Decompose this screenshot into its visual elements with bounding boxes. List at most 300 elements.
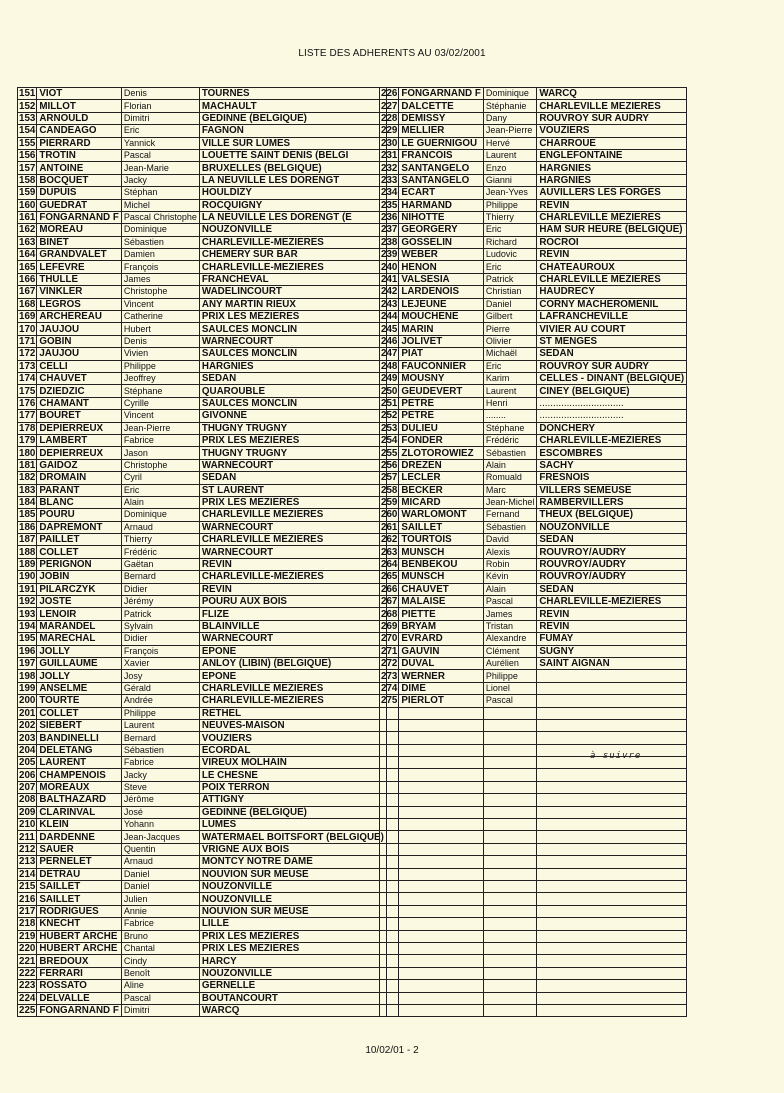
member-firstname: Daniel	[483, 298, 537, 310]
member-firstname	[483, 893, 537, 905]
member-number: 267	[381, 596, 398, 608]
member-lastname	[399, 769, 483, 781]
table-row	[18, 422, 387, 434]
member-firstname: Aline	[121, 980, 199, 992]
member-lastname: CHAUVET	[37, 372, 121, 384]
table-row	[18, 744, 387, 756]
member-number	[380, 781, 399, 793]
member-lastname: FONDER	[399, 434, 483, 446]
table-row	[18, 199, 387, 211]
member-firstname: Stéphane	[121, 385, 199, 397]
member-lastname: PETRE	[399, 397, 483, 409]
member-number: 208	[19, 794, 36, 806]
member-firstname	[483, 992, 537, 1004]
table-row	[380, 298, 687, 310]
member-town: WARNECOURT	[199, 546, 386, 558]
member-number: 151	[19, 88, 36, 100]
table-row	[380, 893, 687, 905]
member-lastname: ANTOINE	[37, 162, 121, 174]
member-lastname: PIETTE	[399, 608, 483, 620]
member-firstname: Cyrille	[121, 397, 199, 409]
member-lastname	[399, 732, 483, 744]
member-number	[380, 955, 399, 967]
member-firstname: Patrick	[121, 608, 199, 620]
member-town: HOULDIZY	[199, 187, 386, 199]
member-number: 264	[381, 559, 398, 571]
member-number: 161	[19, 212, 36, 224]
member-lastname: PIAT	[399, 348, 483, 360]
table-row	[380, 261, 687, 273]
member-number: 243	[381, 298, 398, 310]
table-row	[18, 843, 387, 855]
member-number: 215	[19, 881, 36, 893]
member-lastname: DUPUIS	[37, 187, 121, 199]
table-row	[18, 831, 387, 843]
member-firstname: Cyril	[121, 472, 199, 484]
member-firstname	[483, 732, 537, 744]
member-firstname	[483, 905, 537, 917]
table-row	[380, 682, 687, 694]
member-lastname: HENON	[399, 261, 483, 273]
member-town	[537, 881, 687, 893]
member-lastname: MOREAUX	[37, 781, 121, 793]
member-town: VRIGNE AUX BOIS	[199, 843, 386, 855]
member-town: VIREUX MOLHAIN	[199, 757, 386, 769]
member-town: THEUX (BELGIQUE)	[537, 509, 687, 521]
member-firstname: Damien	[121, 249, 199, 261]
member-town: EPONE	[199, 670, 386, 682]
table-row	[18, 707, 387, 719]
member-lastname: DIME	[399, 682, 483, 694]
member-lastname: SANTANGELO	[399, 162, 483, 174]
table-row	[380, 583, 687, 595]
member-firstname: Benoît	[121, 967, 199, 979]
table-row	[380, 484, 687, 496]
member-number: 159	[19, 187, 36, 199]
member-number: 241	[381, 274, 398, 286]
member-lastname: FONGARNAND F	[37, 211, 121, 223]
member-firstname: Daniel	[121, 868, 199, 880]
member-town: WARCQ	[199, 1004, 386, 1016]
table-row	[380, 385, 687, 397]
table-row	[380, 620, 687, 632]
member-firstname: Vincent	[121, 298, 199, 310]
member-lastname: BINET	[37, 236, 121, 248]
member-firstname	[483, 856, 537, 868]
member-town	[537, 781, 687, 793]
member-number	[380, 1004, 399, 1016]
member-town: VILLE SUR LUMES	[199, 137, 386, 149]
table-row	[380, 137, 687, 149]
member-firstname	[483, 1004, 537, 1016]
table-row	[18, 397, 387, 409]
member-firstname: Alain	[483, 459, 537, 471]
member-number	[380, 980, 399, 992]
member-firstname: Didier	[121, 583, 199, 595]
member-town: GEDINNE (BELGIQUE)	[199, 112, 386, 124]
member-number	[380, 707, 399, 719]
member-lastname	[399, 819, 483, 831]
member-town: NOUVION SUR MEUSE	[199, 905, 386, 917]
member-number: 226	[381, 88, 398, 100]
table-row	[18, 608, 387, 620]
member-firstname	[483, 819, 537, 831]
member-firstname: Eric	[121, 125, 199, 137]
member-number: 272	[381, 658, 398, 670]
member-firstname: Denis	[121, 335, 199, 347]
table-row	[18, 1004, 387, 1016]
table-row	[18, 360, 387, 372]
member-town: THUGNY TRUGNY	[199, 447, 386, 459]
table-row	[380, 918, 687, 930]
member-town: CHARLEVILLE-MEZIERES	[537, 434, 687, 446]
table-row	[18, 918, 387, 930]
member-firstname: Vincent	[121, 410, 199, 422]
member-town	[537, 695, 687, 707]
member-town: RAMBERVILLERS	[537, 496, 687, 508]
member-lastname: DETRAU	[37, 868, 121, 880]
member-number: 230	[381, 137, 398, 149]
member-number: 227	[381, 100, 398, 112]
member-lastname: LECLER	[399, 472, 483, 484]
member-firstname: Christian	[483, 286, 537, 298]
member-number: 164	[19, 249, 36, 261]
member-town	[537, 856, 687, 868]
member-town: BLAINVILLE	[199, 620, 386, 632]
member-town: MACHAULT	[199, 100, 386, 112]
member-town: LOUETTE SAINT DENIS (BELGI	[199, 149, 386, 161]
member-town: NEUVES-MAISON	[199, 719, 386, 731]
member-town: SAULCES MONCLIN	[199, 348, 386, 360]
member-firstname: James	[121, 273, 199, 285]
member-lastname: SAUER	[37, 843, 121, 855]
member-town: ...............................	[537, 397, 687, 409]
member-firstname	[483, 868, 537, 880]
member-lastname	[399, 806, 483, 818]
member-town: SEDAN	[537, 583, 687, 595]
member-firstname: Vivien	[121, 348, 199, 360]
member-firstname: Quentin	[121, 843, 199, 855]
member-firstname	[483, 918, 537, 930]
member-number	[380, 992, 399, 1004]
member-number: 260	[381, 509, 398, 521]
handwritten-note: à suivre	[590, 751, 642, 761]
member-town: SEDAN	[199, 472, 386, 484]
member-lastname: BOCQUET	[37, 174, 121, 186]
member-number: 233	[381, 174, 398, 186]
table-row	[18, 955, 387, 967]
member-town	[537, 707, 687, 719]
table-row	[380, 174, 687, 186]
member-number: 211	[18, 831, 37, 843]
member-lastname: KNECHT	[37, 918, 121, 930]
member-number: 222	[19, 967, 36, 979]
member-firstname	[483, 781, 537, 793]
member-firstname: Sylvain	[121, 620, 199, 632]
member-number: 199	[19, 682, 36, 694]
member-firstname: Frédéric	[483, 434, 537, 446]
member-lastname: MARECHAL	[37, 633, 121, 645]
table-row	[380, 657, 687, 669]
member-number: 229	[381, 125, 398, 137]
table-row	[380, 286, 687, 298]
member-lastname: EVRARD	[399, 633, 483, 645]
member-firstname: Eric	[483, 224, 537, 236]
member-number: 197	[19, 658, 36, 670]
member-firstname: Philippe	[483, 199, 537, 211]
member-number: 221	[19, 955, 36, 967]
member-number: 232	[381, 162, 398, 174]
member-town: CHARLEVILLE MEZIERES	[199, 509, 386, 521]
member-town: ENGLEFONTAINE	[537, 149, 687, 161]
table-row	[18, 732, 387, 744]
table-row	[380, 881, 687, 893]
member-number: 157	[19, 162, 36, 174]
table-row	[18, 769, 387, 781]
member-lastname: MARANDEL	[37, 620, 121, 632]
member-town: WATERMAEL BOITSFORT (BELGIQUE)	[199, 831, 386, 843]
member-number	[380, 719, 399, 731]
member-number	[380, 769, 399, 781]
member-town: CHARLEVILLE-MEZIERES	[537, 596, 687, 608]
member-lastname: FONGARNAND F	[399, 88, 483, 100]
member-town: FUMAY	[537, 633, 687, 645]
member-lastname	[399, 930, 483, 942]
member-lastname: VALSESIA	[399, 273, 483, 285]
table-row	[18, 88, 387, 100]
member-number: 271	[381, 645, 398, 657]
member-town: NOUZONVILLE	[537, 521, 687, 533]
table-row	[18, 162, 387, 174]
member-firstname: Pascal	[121, 992, 199, 1004]
member-lastname: MELLIER	[399, 125, 483, 137]
member-firstname: Pascal Christophe	[121, 211, 199, 223]
member-firstname: Jacky	[121, 174, 199, 186]
member-firstname: Gérald	[121, 682, 199, 694]
member-lastname: FRANCOIS	[399, 149, 483, 161]
table-row	[18, 980, 387, 992]
member-town: CORNY MACHEROMENIL	[537, 298, 687, 310]
table-row	[18, 781, 387, 793]
table-row	[380, 868, 687, 880]
member-town: ROUVROY SUR AUDRY	[537, 360, 687, 372]
member-lastname: PAILLET	[37, 534, 121, 546]
member-number: 194	[19, 620, 36, 632]
member-firstname: Sébastien	[121, 236, 199, 248]
member-town: QUAROUBLE	[199, 385, 386, 397]
member-firstname: Michel	[121, 199, 199, 211]
member-town: VOUZIERS	[537, 125, 687, 137]
member-firstname: Bruno	[121, 930, 199, 942]
member-firstname: Pierre	[483, 323, 537, 335]
member-town	[537, 670, 687, 682]
member-lastname: PARANT	[37, 484, 121, 496]
member-number: 203	[19, 732, 36, 744]
member-firstname: François	[121, 645, 199, 657]
table-row	[18, 236, 387, 248]
table-row	[18, 633, 387, 645]
table-row	[18, 509, 387, 521]
member-firstname: Thierry	[121, 534, 199, 546]
member-number	[380, 856, 399, 868]
table-row	[380, 496, 687, 508]
table-row	[380, 410, 687, 422]
table-row	[380, 806, 687, 818]
member-town: HARGNIES	[199, 360, 386, 372]
member-number: 261	[381, 521, 398, 533]
member-town	[537, 843, 687, 855]
table-row	[18, 224, 387, 236]
member-number: 201	[19, 707, 36, 719]
member-town: POIX TERRON	[199, 781, 386, 793]
member-town: VILLERS SEMEUSE	[537, 484, 687, 496]
member-number: 170	[19, 323, 36, 335]
table-row	[18, 211, 387, 223]
member-number: 234	[381, 187, 398, 199]
table-row	[380, 633, 687, 645]
table-row	[380, 125, 687, 137]
member-number	[380, 967, 399, 979]
member-firstname: Annie	[121, 905, 199, 917]
table-row	[18, 472, 387, 484]
member-lastname: DAPREMONT	[37, 521, 121, 533]
table-row	[380, 149, 687, 161]
member-lastname: TOURTOIS	[399, 534, 483, 546]
member-town: SUGNY	[537, 645, 687, 657]
member-firstname: Romuald	[483, 472, 537, 484]
member-firstname: Pascal	[483, 596, 537, 608]
member-lastname: DREZEN	[399, 459, 483, 471]
member-number: 202	[19, 720, 36, 732]
member-lastname: JAUJOU	[37, 323, 121, 335]
table-row	[18, 323, 387, 335]
member-town: HARGNIES	[537, 174, 687, 186]
member-town: ROUVROY/AUDRY	[537, 558, 687, 570]
member-town: LILLE	[199, 918, 386, 930]
member-lastname: SAILLET	[399, 521, 483, 533]
member-number: 185	[19, 509, 36, 521]
member-firstname: Olivier	[483, 335, 537, 347]
member-town: DONCHERY	[537, 422, 687, 434]
member-town: ROCQUIGNY	[199, 199, 386, 211]
member-lastname: DALCETTE	[399, 100, 483, 112]
table-row	[380, 608, 687, 620]
member-town: GERNELLE	[199, 980, 386, 992]
member-town	[537, 893, 687, 905]
member-lastname: BANDINELLI	[37, 732, 121, 744]
member-number: 225	[19, 1005, 36, 1017]
member-firstname: Pascal	[121, 149, 199, 161]
member-town	[537, 806, 687, 818]
member-number: 173	[19, 360, 36, 372]
member-firstname: Arnaud	[121, 521, 199, 533]
table-row	[18, 137, 387, 149]
member-firstname	[483, 967, 537, 979]
member-firstname: Fernand	[483, 509, 537, 521]
member-firstname: Kévin	[483, 571, 537, 583]
member-firstname: Aurélien	[483, 657, 537, 669]
member-firstname: Jason	[121, 447, 199, 459]
member-lastname: JAUJOU	[37, 348, 121, 360]
member-firstname: Xavier	[121, 657, 199, 669]
table-row	[18, 893, 387, 905]
member-number: 224	[19, 992, 36, 1004]
member-firstname: Richard	[483, 236, 537, 248]
member-number: 179	[19, 435, 36, 447]
table-row	[380, 967, 687, 979]
table-row	[380, 980, 687, 992]
member-town: LA NEUVILLE LES DORENGT	[199, 174, 386, 186]
member-number: 186	[19, 521, 36, 533]
member-lastname	[399, 856, 483, 868]
table-row	[380, 236, 687, 248]
member-lastname: WARLOMONT	[399, 509, 483, 521]
member-lastname: FONGARNAND F	[37, 1004, 121, 1016]
member-town	[537, 682, 687, 694]
table-row	[380, 856, 687, 868]
member-firstname	[483, 806, 537, 818]
table-row	[380, 88, 687, 100]
table-row	[18, 249, 387, 261]
member-town: CHARLEVILLE-MEZIERES	[199, 261, 386, 273]
member-number: 256	[381, 459, 398, 471]
member-lastname: ECART	[399, 187, 483, 199]
table-row	[18, 261, 387, 273]
member-town	[537, 992, 687, 1004]
member-firstname: Florian	[121, 100, 199, 112]
member-number: 265	[381, 571, 398, 583]
member-lastname	[399, 918, 483, 930]
member-lastname: DROMAIN	[37, 472, 121, 484]
member-firstname: Eric	[483, 261, 537, 273]
member-lastname	[399, 905, 483, 917]
member-lastname: GRANDVALET	[37, 249, 121, 261]
member-town: PRIX LES MEZIERES	[199, 942, 386, 954]
member-firstname: Hervé	[483, 137, 537, 149]
member-town	[537, 732, 687, 744]
member-lastname: BOURET	[37, 410, 121, 422]
member-town: SEDAN	[199, 372, 386, 384]
table-row	[18, 434, 387, 446]
table-row	[380, 459, 687, 471]
member-town	[537, 980, 687, 992]
member-number: 214	[19, 868, 36, 880]
member-lastname: BENBEKOU	[399, 558, 483, 570]
member-firstname: Dominique	[121, 224, 199, 236]
member-firstname	[483, 769, 537, 781]
table-row	[380, 831, 687, 843]
member-town: ECORDAL	[199, 744, 386, 756]
table-row	[380, 422, 687, 434]
member-firstname: Karim	[483, 372, 537, 384]
member-number: 158	[19, 174, 36, 186]
member-firstname	[483, 794, 537, 806]
member-firstname: Gilbert	[483, 311, 537, 323]
member-lastname	[399, 781, 483, 793]
member-town	[537, 905, 687, 917]
table-row	[18, 372, 387, 384]
member-firstname: Laurent	[483, 385, 537, 397]
member-lastname: HUBERT ARCHE	[37, 942, 121, 954]
table-row	[380, 571, 687, 583]
member-town: LE CHESNE	[199, 769, 386, 781]
member-lastname: LENOIR	[37, 608, 121, 620]
member-lastname: HUBERT ARCHE	[37, 930, 121, 942]
member-lastname: MOREAU	[37, 224, 121, 236]
member-firstname: Yannick	[121, 137, 199, 149]
table-row	[18, 806, 387, 818]
member-lastname: FERRARI	[37, 967, 121, 979]
